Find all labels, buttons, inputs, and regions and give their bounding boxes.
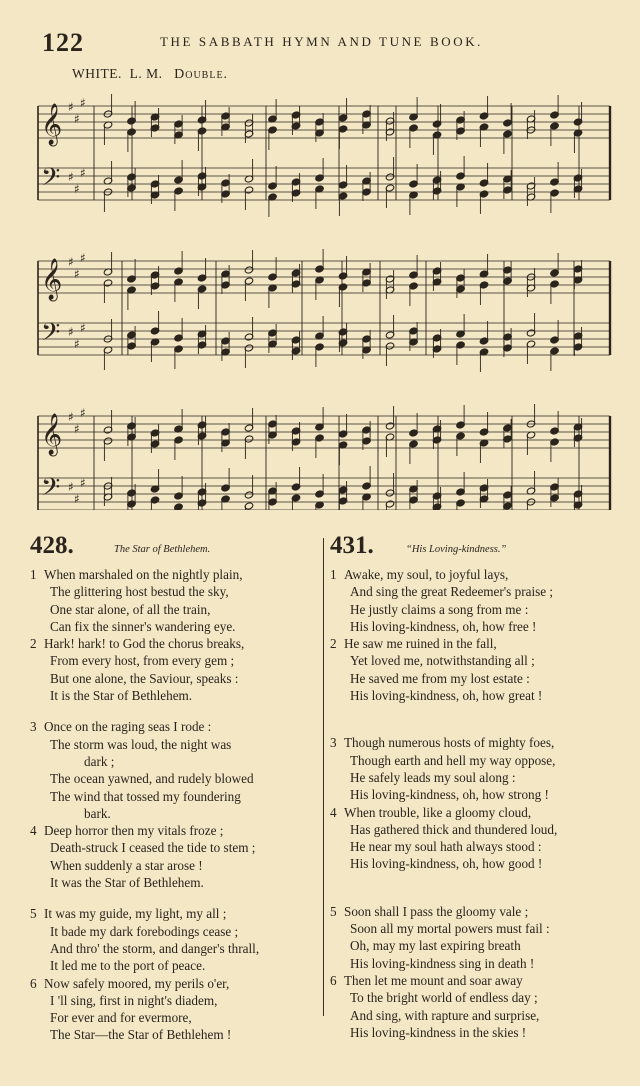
hymn-431: [330, 532, 616, 1052]
verse-text: And thro' the storm, and danger's thrall,: [50, 940, 260, 956]
stanza-number: [30, 770, 44, 787]
stanza: [30, 635, 316, 704]
sharp-sign: ♯: [68, 170, 74, 184]
treble-clef: 𝄞: [41, 259, 63, 300]
sharp-sign: ♯: [68, 410, 74, 424]
bass-clef: 𝄢: [41, 318, 61, 353]
verse-line: [30, 635, 316, 652]
verse-text: Awake, my soul, to joyful lays,: [344, 567, 509, 582]
stanza-number: 2: [30, 636, 37, 652]
verse-line: [30, 718, 316, 735]
verse-line: [30, 788, 316, 805]
verse-line: [330, 618, 616, 635]
verse-text: When marshaled on the nightly plain,: [44, 567, 243, 582]
verse-line: [330, 903, 616, 920]
verse-line: [30, 905, 316, 922]
verse-text: The storm was loud, the night was: [50, 736, 232, 752]
hymn-title: “His Loving-kindness.”: [406, 544, 507, 555]
stanza: [330, 734, 616, 803]
stanza-number: [330, 1024, 344, 1041]
sharp-sign: ♯: [68, 100, 74, 114]
verse-text: Death-struck I ceased the tide to stem ;: [50, 840, 256, 856]
hymn-428: [30, 532, 316, 1055]
verse-line: [330, 804, 616, 821]
verse-text: It is the Star of Bethlehem.: [50, 688, 193, 704]
tune-meter-note: Double.: [174, 67, 229, 82]
verse-line: [30, 857, 316, 874]
sharp-sign: ♯: [74, 337, 80, 351]
verse-line: [30, 957, 316, 974]
stanza: [330, 804, 616, 873]
verse-line: [30, 736, 316, 753]
verse-line: [30, 583, 316, 600]
verse-text: bark.: [84, 805, 111, 821]
stanza-number: [30, 788, 44, 805]
verse-line: [330, 687, 616, 704]
verse-line: [30, 839, 316, 856]
stanza: [330, 635, 616, 704]
stanza-number: 6: [330, 972, 337, 988]
stanza-number: 3: [30, 719, 37, 735]
stanza-number: [330, 601, 344, 618]
verse-text: The glittering host bestud the sky,: [50, 584, 229, 600]
verse-line: [30, 670, 316, 687]
verse-text: Has gathered thick and thundered loud,: [350, 821, 558, 837]
verse-text: His loving-kindness in the skies !: [350, 1024, 527, 1040]
verse-text: Deep horror then my vitals froze ;: [44, 823, 224, 839]
stanza-number: [330, 937, 344, 954]
treble-clef: 𝄞: [41, 414, 63, 455]
verse-text: From every host, from every gem ;: [50, 653, 235, 669]
sharp-sign: ♯: [74, 112, 80, 126]
verse-line: [330, 786, 616, 803]
stanza-number: [30, 670, 44, 687]
running-head: THE SABBATH HYMN AND TUNE BOOK.: [160, 34, 484, 49]
hymn-number: 428.: [30, 532, 74, 559]
verse-line: [30, 874, 316, 891]
verse-line: [30, 940, 316, 957]
verse-text: Then let me mount and soar away: [344, 972, 523, 988]
stanza-number: [30, 957, 44, 974]
verse-line: [30, 652, 316, 669]
tune-heading: [72, 66, 228, 83]
verse-text: The ocean yawned, and rudely blowed: [50, 771, 254, 787]
stanza-number: [30, 1009, 44, 1026]
verse-line: [330, 734, 616, 751]
verse-line: [30, 687, 316, 704]
verse-line: [330, 937, 616, 954]
stanza-number: [330, 955, 344, 972]
stanza: [330, 972, 616, 1041]
verse-text: Once on the raging seas I rode :: [44, 719, 212, 735]
stanza-number: [30, 923, 44, 940]
hymn-title-row: [30, 532, 316, 566]
sharp-sign: ♯: [68, 480, 74, 494]
music-score: [34, 90, 614, 510]
stanza-number: [330, 652, 344, 669]
stanza-number: [330, 618, 344, 635]
sharp-sign: ♯: [68, 255, 74, 269]
stanza: [30, 566, 316, 635]
hymn-title: The Star of Bethlehem.: [114, 544, 211, 555]
stanza-number: [330, 855, 344, 872]
stanza-number: [330, 1007, 344, 1024]
verse-line: [30, 753, 316, 770]
verse-text: He safely leads my soul along :: [350, 769, 516, 785]
verse-text: Soon shall I pass the gloomy vale ;: [344, 903, 529, 919]
verse-text: His loving-kindness, oh, how good !: [350, 856, 543, 872]
stanza: [330, 903, 616, 972]
stanza-number: [30, 805, 44, 822]
stanza-number: [30, 736, 44, 753]
stanza: [30, 905, 316, 974]
verse-text: The wind that tossed my foundering: [50, 788, 241, 804]
stanza-number: [330, 687, 344, 704]
verse-text: His loving-kindness, oh, how free !: [350, 618, 537, 634]
verse-line: [330, 601, 616, 618]
stanza-number: 2: [330, 636, 337, 652]
stanza-number: [330, 769, 344, 786]
verse-line: [330, 821, 616, 838]
verse-line: [330, 1007, 616, 1024]
verse-line: [330, 920, 616, 937]
verse-text: It bade my dark forebodings cease ;: [50, 923, 239, 939]
stanza: [30, 975, 316, 1044]
stanza-number: [330, 821, 344, 838]
verse-text: Can fix the sinner's wandering eye.: [50, 618, 236, 634]
verse-text: But one alone, the Saviour, speaks :: [50, 670, 239, 686]
verse-text: Soon all my mortal powers must fail :: [350, 921, 550, 937]
sharp-sign: ♯: [80, 251, 86, 265]
sharp-sign: ♯: [68, 325, 74, 339]
verse-text: He near my soul hath always stood :: [350, 839, 542, 855]
stanza-number: [330, 670, 344, 687]
verse-text: One star alone, of all the train,: [50, 601, 211, 617]
verse-line: [30, 618, 316, 635]
verse-line: [330, 989, 616, 1006]
verse-text: When suddenly a star arose !: [50, 857, 203, 873]
verse-text: His loving-kindness, oh, how strong !: [350, 787, 549, 803]
verse-line: [30, 566, 316, 583]
stanza-number: [30, 940, 44, 957]
stanza-number: [30, 618, 44, 635]
stanza-number: [30, 992, 44, 1009]
verse-text: It led me to the port of peace.: [50, 958, 206, 974]
stanza-number: [330, 920, 344, 937]
verse-line: [30, 770, 316, 787]
stanza-number: [330, 752, 344, 769]
stanza: [30, 718, 316, 822]
bass-clef: 𝄢: [41, 163, 61, 198]
stanza-number: [30, 839, 44, 856]
column-divider: [323, 538, 324, 1016]
verse-line: [30, 601, 316, 618]
verse-line: [30, 975, 316, 992]
verse-text: I 'll sing, first in night's diadem,: [50, 992, 218, 1008]
stanza-number: [30, 687, 44, 704]
verse-text: His loving-kindness sing in death !: [350, 955, 535, 971]
verse-line: [330, 838, 616, 855]
verse-line: [330, 583, 616, 600]
tune-name: WHITE.: [72, 66, 122, 81]
verse-text: Yet loved me, notwithstanding all ;: [350, 653, 535, 669]
verse-line: [330, 670, 616, 687]
hymn-title-row: [330, 532, 616, 566]
sharp-sign: ♯: [80, 96, 86, 110]
stanza-number: 5: [330, 903, 337, 919]
verse-line: [30, 1026, 316, 1043]
stanza-number: [330, 786, 344, 803]
stanza-number: [30, 601, 44, 618]
verse-text: The Star—the Star of Bethlehem !: [50, 1027, 232, 1043]
stanza: [30, 822, 316, 891]
stanza-number: 6: [30, 975, 37, 991]
stanza-number: 4: [30, 823, 37, 839]
stanza-number: 3: [330, 735, 337, 751]
sharp-sign: ♯: [80, 166, 86, 180]
verse-line: [330, 635, 616, 652]
sharp-sign: ♯: [74, 267, 80, 281]
bass-clef: 𝄢: [41, 473, 61, 508]
verse-line: [330, 972, 616, 989]
verse-text: To the bright world of endless day ;: [350, 990, 538, 1006]
stanza-number: 4: [330, 804, 337, 820]
stanza-number: 1: [30, 567, 37, 582]
verse-line: [30, 1009, 316, 1026]
verse-line: [30, 822, 316, 839]
verse-text: When trouble, like a gloomy cloud,: [344, 804, 532, 820]
tune-meter: L. M.: [129, 66, 163, 81]
verse-line: [330, 769, 616, 786]
stanza-number: 5: [30, 906, 37, 922]
sharp-sign: ♯: [80, 321, 86, 335]
verse-text: For ever and for evermore,: [50, 1010, 192, 1026]
sharp-sign: ♯: [74, 182, 80, 196]
verse-text: And sing the great Redeemer's praise ;: [350, 584, 554, 600]
sharp-sign: ♯: [80, 476, 86, 490]
verse-line: [30, 805, 316, 822]
verse-line: [30, 923, 316, 940]
stanza-number: [30, 857, 44, 874]
verse-text: He saw me ruined in the fall,: [344, 636, 497, 652]
verse-text: dark ;: [84, 753, 115, 769]
hymn-number: 431.: [330, 532, 374, 559]
verse-line: [330, 566, 616, 583]
stanza-number: 1: [330, 567, 337, 582]
verse-text: Now safely moored, my perils o'er,: [44, 975, 230, 991]
verse-line: [330, 855, 616, 872]
stanza-number: [330, 838, 344, 855]
verse-text: Hark! hark! to God the chorus breaks,: [44, 636, 245, 652]
stanza-number: [30, 874, 44, 891]
verse-text: He justly claims a song from me :: [350, 601, 529, 617]
verse-text: It was my guide, my light, my all ;: [44, 906, 227, 922]
stanza-number: [30, 583, 44, 600]
verse-line: [330, 1024, 616, 1041]
verse-line: [30, 992, 316, 1009]
verse-line: [330, 955, 616, 972]
verse-text: Though earth and hell my way oppose,: [350, 752, 556, 768]
stanza-number: [30, 652, 44, 669]
sharp-sign: ♯: [74, 422, 80, 436]
sharp-sign: ♯: [80, 406, 86, 420]
page-number: 122: [42, 28, 84, 57]
stanza: [330, 566, 616, 635]
stanza-number: [30, 753, 44, 770]
verse-line: [330, 752, 616, 769]
verse-text: It was the Star of Bethlehem.: [50, 875, 204, 891]
verse-text: And sing, with rapture and surprise,: [350, 1007, 540, 1023]
verse-text: Though numerous hosts of mighty foes,: [344, 735, 555, 751]
stanza-number: [330, 583, 344, 600]
verse-line: [330, 652, 616, 669]
stanza-number: [30, 1026, 44, 1043]
sharp-sign: ♯: [74, 492, 80, 506]
treble-clef: 𝄞: [41, 104, 63, 145]
verse-text: Oh, may my last expiring breath: [350, 938, 521, 954]
verse-text: His loving-kindness, oh, how great !: [350, 688, 543, 704]
stanza-number: [330, 989, 344, 1006]
verse-text: He saved me from my lost estate :: [350, 670, 530, 686]
